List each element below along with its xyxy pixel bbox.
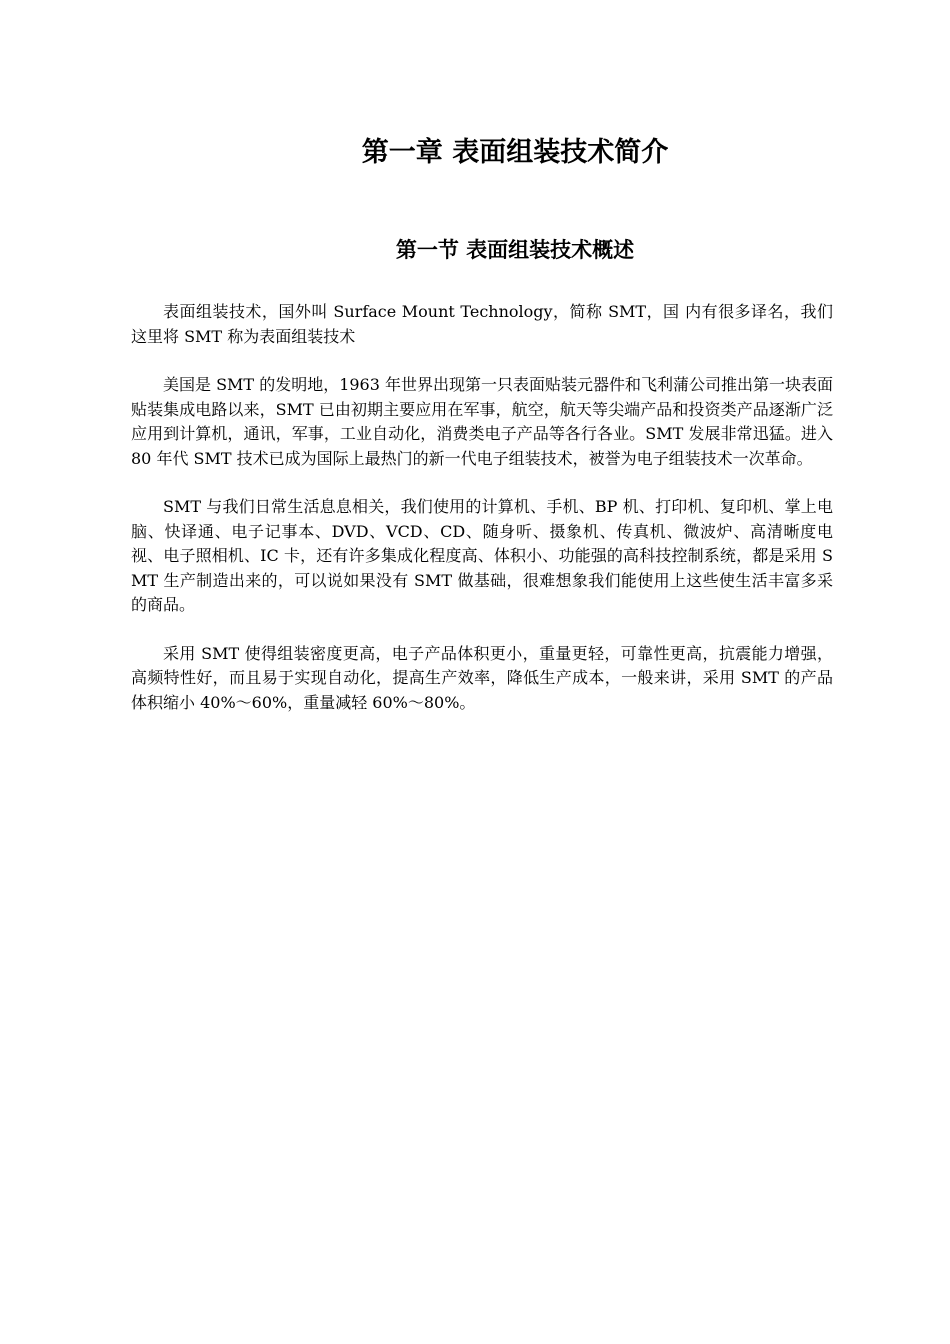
paragraph-smt-definition: 表面组装技术，国外叫 Surface Mount Technology，简称 SMT，国 内有很多译名，我们这里将 SMT 称为表面组装技术 xyxy=(131,302,833,346)
paragraph-smt-advantages: 采用 SMT 使得组装密度更高，电子产品体积更小，重量更轻，可靠性更高，抗震能力增强，高频特性好，而且易于实现自动化，提高生产效率，降低生产成本，一般来讲，采用 SMT 的产品体积缩小 40%～60%，重量减轻 60%～80%。 xyxy=(131,643,833,712)
body-text xyxy=(131,300,833,739)
chapter-title: 第一章 表面组装技术简介 xyxy=(361,137,669,168)
section-title: 第一节 表面组装技术概述 xyxy=(395,237,635,262)
paragraph-smt-daily-life: SMT 与我们日常生活息息相关，我们使用的计算机、手机、BP 机、打印机、复印机、掌上电脑、快译通、电子记事本、DVD、VCD、CD、随身听、摄象机、传真机、微波炉、高清晰度电视、电子照相机、IC 卡，还有许多集成化程度高、体积小、功能强的高科技控制系统，都是采用 SMT 生产制造出来的，可以说如果没有 SMT 做基础，很难想象我们能使用上这些使生活丰富多采的商品。 xyxy=(131,497,833,614)
paragraph-smt-history: 美国是 SMT 的发明地，1963 年世界出现第一只表面贴装元器件和飞利蒲公司推出第一块表面贴装集成电路以来，SMT 已由初期主要应用在军事，航空，航天等尖端产品和投资类产品逐渐广泛应用到计算机，通讯，军事，工业自动化，消费类电子产品等各行各业。SMT 发展非常迅猛。进入 80 年代 SMT 技术已成为国际上最热门的新一代电子组装技术，被誉为电子组装技术一次革命。 xyxy=(131,375,833,468)
